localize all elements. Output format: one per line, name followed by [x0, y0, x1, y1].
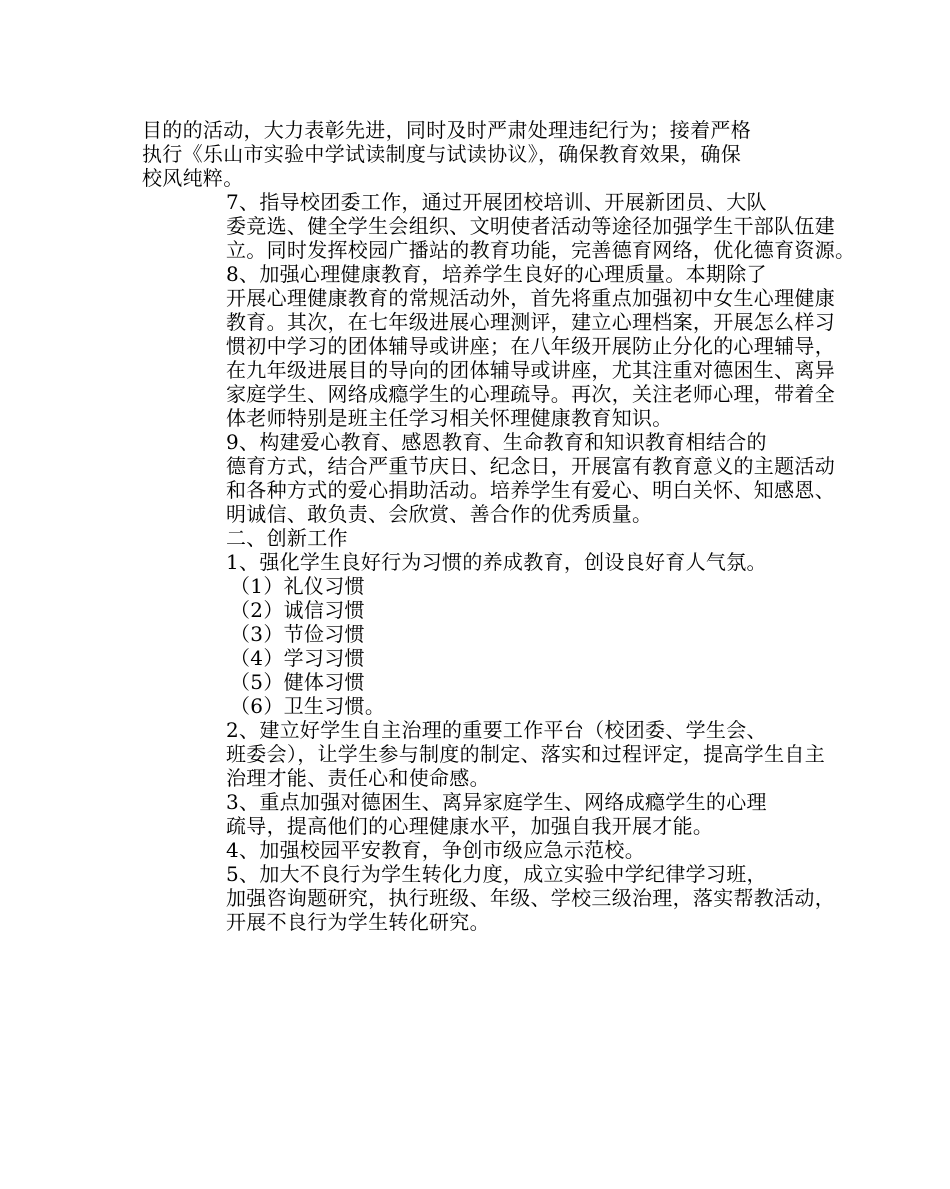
text-line: （3）节俭习惯 — [230, 622, 365, 646]
list-item — [142, 574, 814, 598]
paragraph — [142, 862, 835, 934]
paragraph — [142, 838, 814, 862]
text-line: 1、强化学生良好行为习惯的养成教育，创设良好育人气氛。 — [226, 550, 767, 574]
text-line: 家庭学生、网络成瘾学生的心理疏导。再次，关注老师心理，带着全 — [226, 382, 835, 406]
text-line: 明诚信、敢负责、会欣赏、善合作的优秀质量。 — [226, 502, 653, 526]
text-line: 4、加强校园平安教育，争创市级应急示范校。 — [226, 838, 646, 862]
list-item — [142, 670, 814, 694]
text-line: 目的的活动，大力表彰先进，同时及时严肃处理违纪行为；接着严格 — [142, 118, 751, 142]
list-item — [142, 694, 814, 718]
paragraph — [142, 118, 814, 190]
text-line: 加强咨询题研究，执行班级、年级、学校三级治理，落实帮教活动， — [226, 886, 835, 910]
paragraph — [142, 526, 814, 550]
paragraph — [142, 718, 825, 790]
text-line: 5、加大不良行为学生转化力度，成立实验中学纪律学习班， — [226, 862, 767, 886]
document-body — [142, 118, 856, 934]
paragraph — [142, 430, 835, 526]
text-line: 7、指导校团委工作，通过开展团校培训、开展新团员、大队 — [226, 190, 767, 214]
paragraph — [142, 550, 814, 574]
text-line: 校风纯粹。 — [142, 166, 244, 190]
text-line: 教育。其次，在七年级进展心理测评，建立心理档案，开展怎么样习 — [226, 310, 835, 334]
text-line: （4）学习习惯 — [230, 646, 365, 670]
text-line: 9、构建爱心教育、感恩教育、生命教育和知识教育相结合的 — [226, 430, 767, 454]
text-line: 和各种方式的爱心捐助活动。培养学生有爱心、明白关怀、知感恩、 — [226, 478, 835, 502]
text-line: 开展心理健康教育的常规活动外，首先将重点加强初中女生心理健康 — [226, 286, 835, 310]
paragraph — [142, 190, 856, 262]
text-line: （5）健体习惯 — [230, 670, 365, 694]
list-item — [142, 598, 814, 622]
text-line: 开展不良行为学生转化研究。 — [226, 910, 490, 934]
text-line: 在九年级进展目的导向的团体辅导或讲座，尤其注重对德困生、离异 — [226, 358, 835, 382]
text-line: 执行《乐山市实验中学试读制度与试读协议》，确保教育效果，确保 — [142, 142, 741, 166]
paragraph — [142, 262, 835, 430]
text-line: 治理才能、责任心和使命感。 — [226, 766, 490, 790]
text-line: （2）诚信习惯 — [230, 598, 365, 622]
text-line: 2、建立好学生自主治理的重要工作平台（校团委、学生会、 — [226, 718, 767, 742]
text-line: 委竞选、健全学生会组织、文明使者活动等途径加强学生干部队伍建 — [226, 214, 835, 238]
text-line: （6）卫生习惯。 — [230, 694, 386, 718]
paragraph — [142, 790, 814, 838]
text-line: 体老师特别是班主任学习相关怀理健康教育知识。 — [226, 406, 673, 430]
text-line: 立。同时发挥校园广播站的教育功能，完善德育网络，优化德育资源。 — [226, 238, 856, 262]
text-line: 惯初中学习的团体辅导或讲座；在八年级开展防止分化的心理辅导， — [226, 334, 835, 358]
text-line: 8、加强心理健康教育，培养学生良好的心理质量。本期除了 — [226, 262, 767, 286]
text-line: 班委会），让学生参与制度的制定、落实和过程评定，提高学生自主 — [226, 742, 825, 766]
list-item — [142, 622, 814, 646]
list-item — [142, 646, 814, 670]
text-line: 3、重点加强对德困生、离异家庭学生、网络成瘾学生的心理 — [226, 790, 767, 814]
text-line: （1）礼仪习惯 — [230, 574, 365, 598]
text-line: 二、创新工作 — [226, 526, 348, 550]
text-line: 疏导，提高他们的心理健康水平，加强自我开展才能。 — [226, 814, 714, 838]
text-line: 德育方式，结合严重节庆日、纪念日，开展富有教育意义的主题活动 — [226, 454, 835, 478]
